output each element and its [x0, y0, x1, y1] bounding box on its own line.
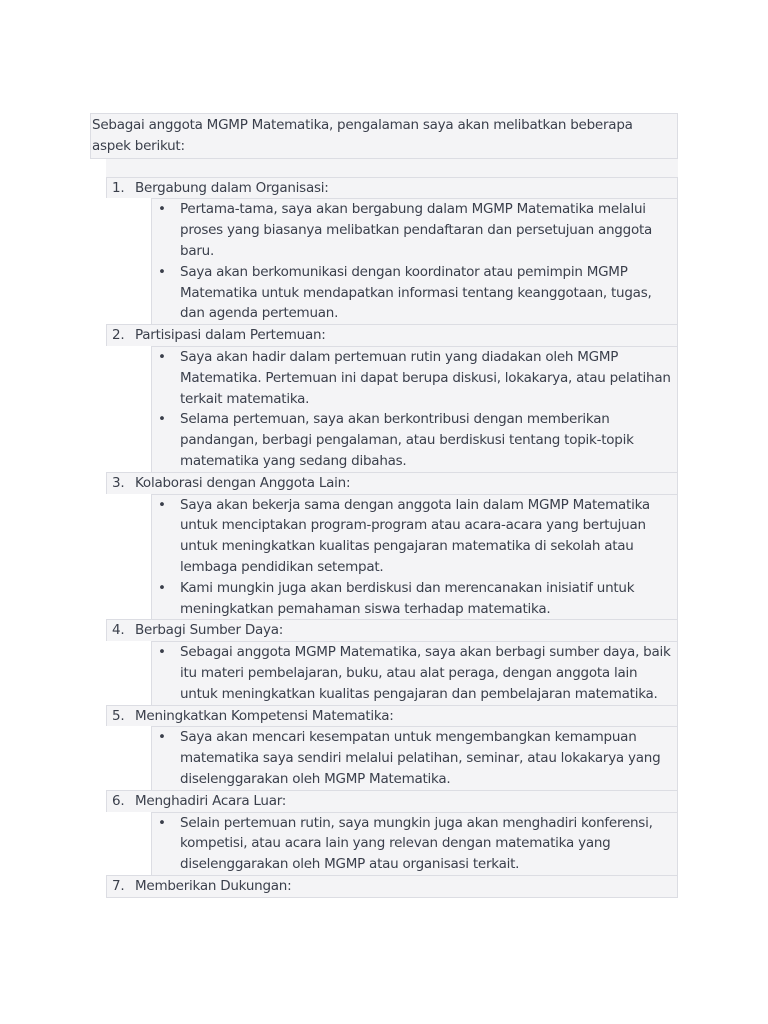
- step-heading: [106, 177, 678, 199]
- bullet-item: [152, 199, 677, 261]
- step-title: Meningkatkan Kompetensi Matematika:: [135, 707, 394, 724]
- step-title: Memberikan Dukungan:: [135, 877, 292, 894]
- steps-list: [106, 177, 678, 898]
- bullet-list: [151, 641, 678, 704]
- bullet-dot-icon: •: [158, 263, 166, 280]
- bullet-dot-icon: •: [158, 579, 166, 596]
- step-item: [106, 790, 678, 875]
- step-item: [106, 705, 678, 790]
- bullet-dot-icon: •: [158, 814, 166, 831]
- step-item: [106, 472, 678, 620]
- spacer-band: [106, 159, 678, 177]
- step-heading: [106, 324, 678, 346]
- step-heading: [106, 472, 678, 494]
- bullet-text: Kami mungkin juga akan berdiskusi dan merencanakan inisiatif untuk meningkatkan pemahaman siswa terhadap matematika.: [180, 579, 635, 617]
- bullet-text: Pertama-tama, saya akan bergabung dalam MGMP Matematika melalui proses yang biasanya melibatkan pendaftaran dan persetujuan anggota baru.: [180, 201, 653, 259]
- step-heading: [106, 619, 678, 641]
- step-title: Menghadiri Acara Luar:: [135, 792, 287, 809]
- bullet-item: [152, 495, 677, 578]
- step-item: [106, 177, 678, 325]
- bullet-text: Sebagai anggota MGMP Matematika, saya akan berbagi sumber daya, baik itu materi pembelajaran, buku, atau alat peraga, dengan anggota lain untuk meningkatkan kualitas pengajaran dan pembelajaran matematika.: [180, 644, 671, 702]
- step-item: [106, 875, 678, 898]
- bullet-item: [152, 347, 677, 409]
- bullet-item: [152, 727, 677, 789]
- bullet-list: [151, 812, 678, 875]
- bullet-item: [152, 642, 677, 704]
- step-number: 3.: [112, 474, 125, 491]
- bullet-text: Saya akan hadir dalam pertemuan rutin yang diadakan oleh MGMP Matematika. Pertemuan ini dapat berupa diskusi, lokakarya, atau pelatihan terkait matematika.: [180, 348, 671, 407]
- step-number: 7.: [112, 877, 125, 894]
- step-item: [106, 324, 678, 472]
- document-body: [90, 113, 678, 898]
- step-heading: [106, 790, 678, 812]
- bullet-dot-icon: •: [158, 729, 166, 746]
- bullet-dot-icon: •: [158, 201, 166, 218]
- step-number: 5.: [112, 707, 125, 724]
- bullet-text: Saya akan berkomunikasi dengan koordinator atau pemimpin MGMP Matematika untuk mendapatkan informasi tentang keanggotaan, tugas, dan agenda pertemuan.: [180, 263, 652, 322]
- step-item: [106, 619, 678, 704]
- bullet-text: Saya akan bekerja sama dengan anggota lain dalam MGMP Matematika untuk menciptakan program-program atau acara-acara yang bertujuan untuk meningkatkan kualitas pengajaran matematika di sekolah atau lembaga pendidikan setempat.: [180, 496, 650, 575]
- bullet-item: [152, 262, 677, 324]
- bullet-dot-icon: •: [158, 496, 166, 513]
- step-number: 6.: [112, 792, 125, 809]
- step-number: 2.: [112, 327, 125, 344]
- step-title: Partisipasi dalam Pertemuan:: [135, 327, 326, 344]
- bullet-text: Selama pertemuan, saya akan berkontribusi dengan memberikan pandangan, berbagi pengalaman, atau berdiskusi tentang topik-topik matematika yang sedang dibahas.: [180, 411, 634, 469]
- bullet-item: [152, 578, 677, 620]
- step-title: Bergabung dalam Organisasi:: [135, 179, 329, 196]
- bullet-item: [152, 409, 677, 471]
- intro-paragraph: Sebagai anggota MGMP Matematika, pengalaman saya akan melibatkan beberapa aspek berikut:: [90, 113, 678, 159]
- step-heading: [106, 705, 678, 727]
- bullet-list: [151, 494, 678, 620]
- bullet-text: Saya akan mencari kesempatan untuk mengembangkan kemampuan matematika saya sendiri melalui pelatihan, seminar, atau lokakarya yang diselenggarakan oleh MGMP Matematika.: [180, 729, 661, 787]
- bullet-list: [151, 726, 678, 789]
- bullet-dot-icon: •: [158, 348, 166, 365]
- bullet-dot-icon: •: [158, 411, 166, 428]
- bullet-item: [152, 813, 677, 875]
- step-heading: [106, 875, 678, 898]
- bullet-dot-icon: •: [158, 644, 166, 661]
- bullet-text: Selain pertemuan rutin, saya mungkin juga akan menghadiri konferensi, kompetisi, atau acara lain yang relevan dengan matematika yang diselenggarakan oleh MGMP atau organisasi terkait.: [180, 814, 653, 873]
- step-number: 1.: [112, 179, 125, 196]
- step-number: 4.: [112, 622, 125, 639]
- bullet-list: [151, 198, 678, 324]
- step-title: Berbagi Sumber Daya:: [135, 622, 284, 639]
- step-title: Kolaborasi dengan Anggota Lain:: [135, 474, 351, 491]
- bullet-list: [151, 346, 678, 472]
